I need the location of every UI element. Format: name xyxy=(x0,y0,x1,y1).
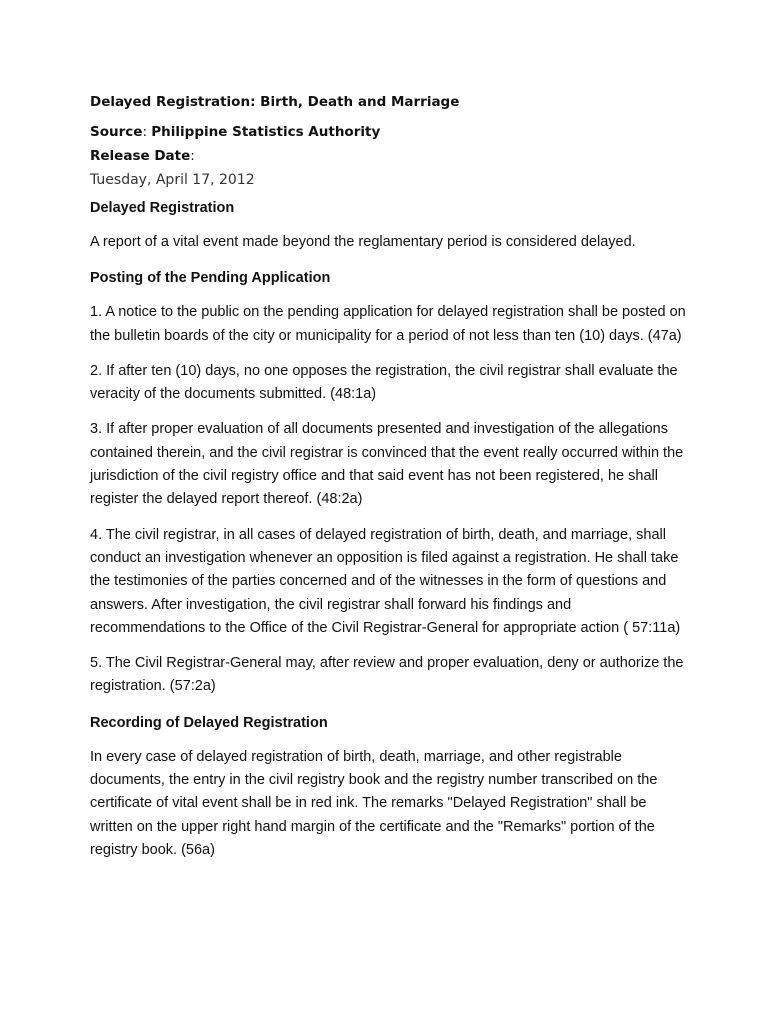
release-date-colon: : xyxy=(190,148,195,164)
recording-paragraph: In every case of delayed registration of birth, death, marriage, and other registrable documents, the entry in the civil registry book and the registry number transcribed on the certificate of vital event shall be in red ink. The remarks "Delayed Registration" shall be written on the upper right hand margin of the certificate and the "Remarks" portion of the registry book. (56a) xyxy=(90,748,658,858)
posting-item-5: 5. The Civil Registrar-General may, after review and proper evaluation, deny or authorize the registration. (57:2a) xyxy=(90,655,684,695)
section-heading-delayed-registration: Delayed Registration xyxy=(90,200,235,216)
section-heading-posting: Posting of the Pending Application xyxy=(90,270,331,287)
document-header xyxy=(90,90,690,192)
document-title: Delayed Registration: Birth, Death and Marriage xyxy=(90,94,460,110)
posting-item-1: 1. A notice to the public on the pending application for delayed registration shall be posted on the bulletin boards of the city or municipality for a period of not less than ten (10) days. (47a) xyxy=(90,304,686,344)
release-date-line xyxy=(90,144,690,168)
source-colon: : xyxy=(142,124,152,140)
source-value: Philippine Statistics Authority xyxy=(151,124,381,140)
posting-item-4: 4. The civil registrar, in all cases of delayed registration of birth, death, and marriage, shall conduct an investigation whenever an opposition is filed against a registration. He shall take the testimonies of the parties concerned and of the witnesses in the form of questions and answers. After investigation, the civil registrar shall forward his findings and recommendations to the Office of the Civil Registrar-General for appropriate action ( 57:11a) xyxy=(90,526,681,636)
source-line xyxy=(90,120,690,144)
delayed-registration-definition: A report of a vital event made beyond the reglamentary period is considered delayed. xyxy=(90,234,636,250)
release-date-value: Tuesday, April 17, 2012 xyxy=(90,172,255,188)
section-heading-recording: Recording of Delayed Registration xyxy=(90,714,328,731)
release-date-label: Release Date xyxy=(90,148,191,164)
posting-item-2: 2. If after ten (10) days, no one opposes the registration, the civil registrar shall evaluate the veracity of the documents submitted. (48:1a) xyxy=(90,362,678,403)
posting-item-3: 3. If after proper evaluation of all documents presented and investigation of the allegations contained therein, and the civil registrar is convinced that the event really occurred within the jurisdiction of the civil registry office and that said event has not been registered, he shall register the delayed report thereof. (48:2a) xyxy=(90,421,684,508)
source-label: Source xyxy=(90,124,143,140)
document-body xyxy=(90,196,690,862)
